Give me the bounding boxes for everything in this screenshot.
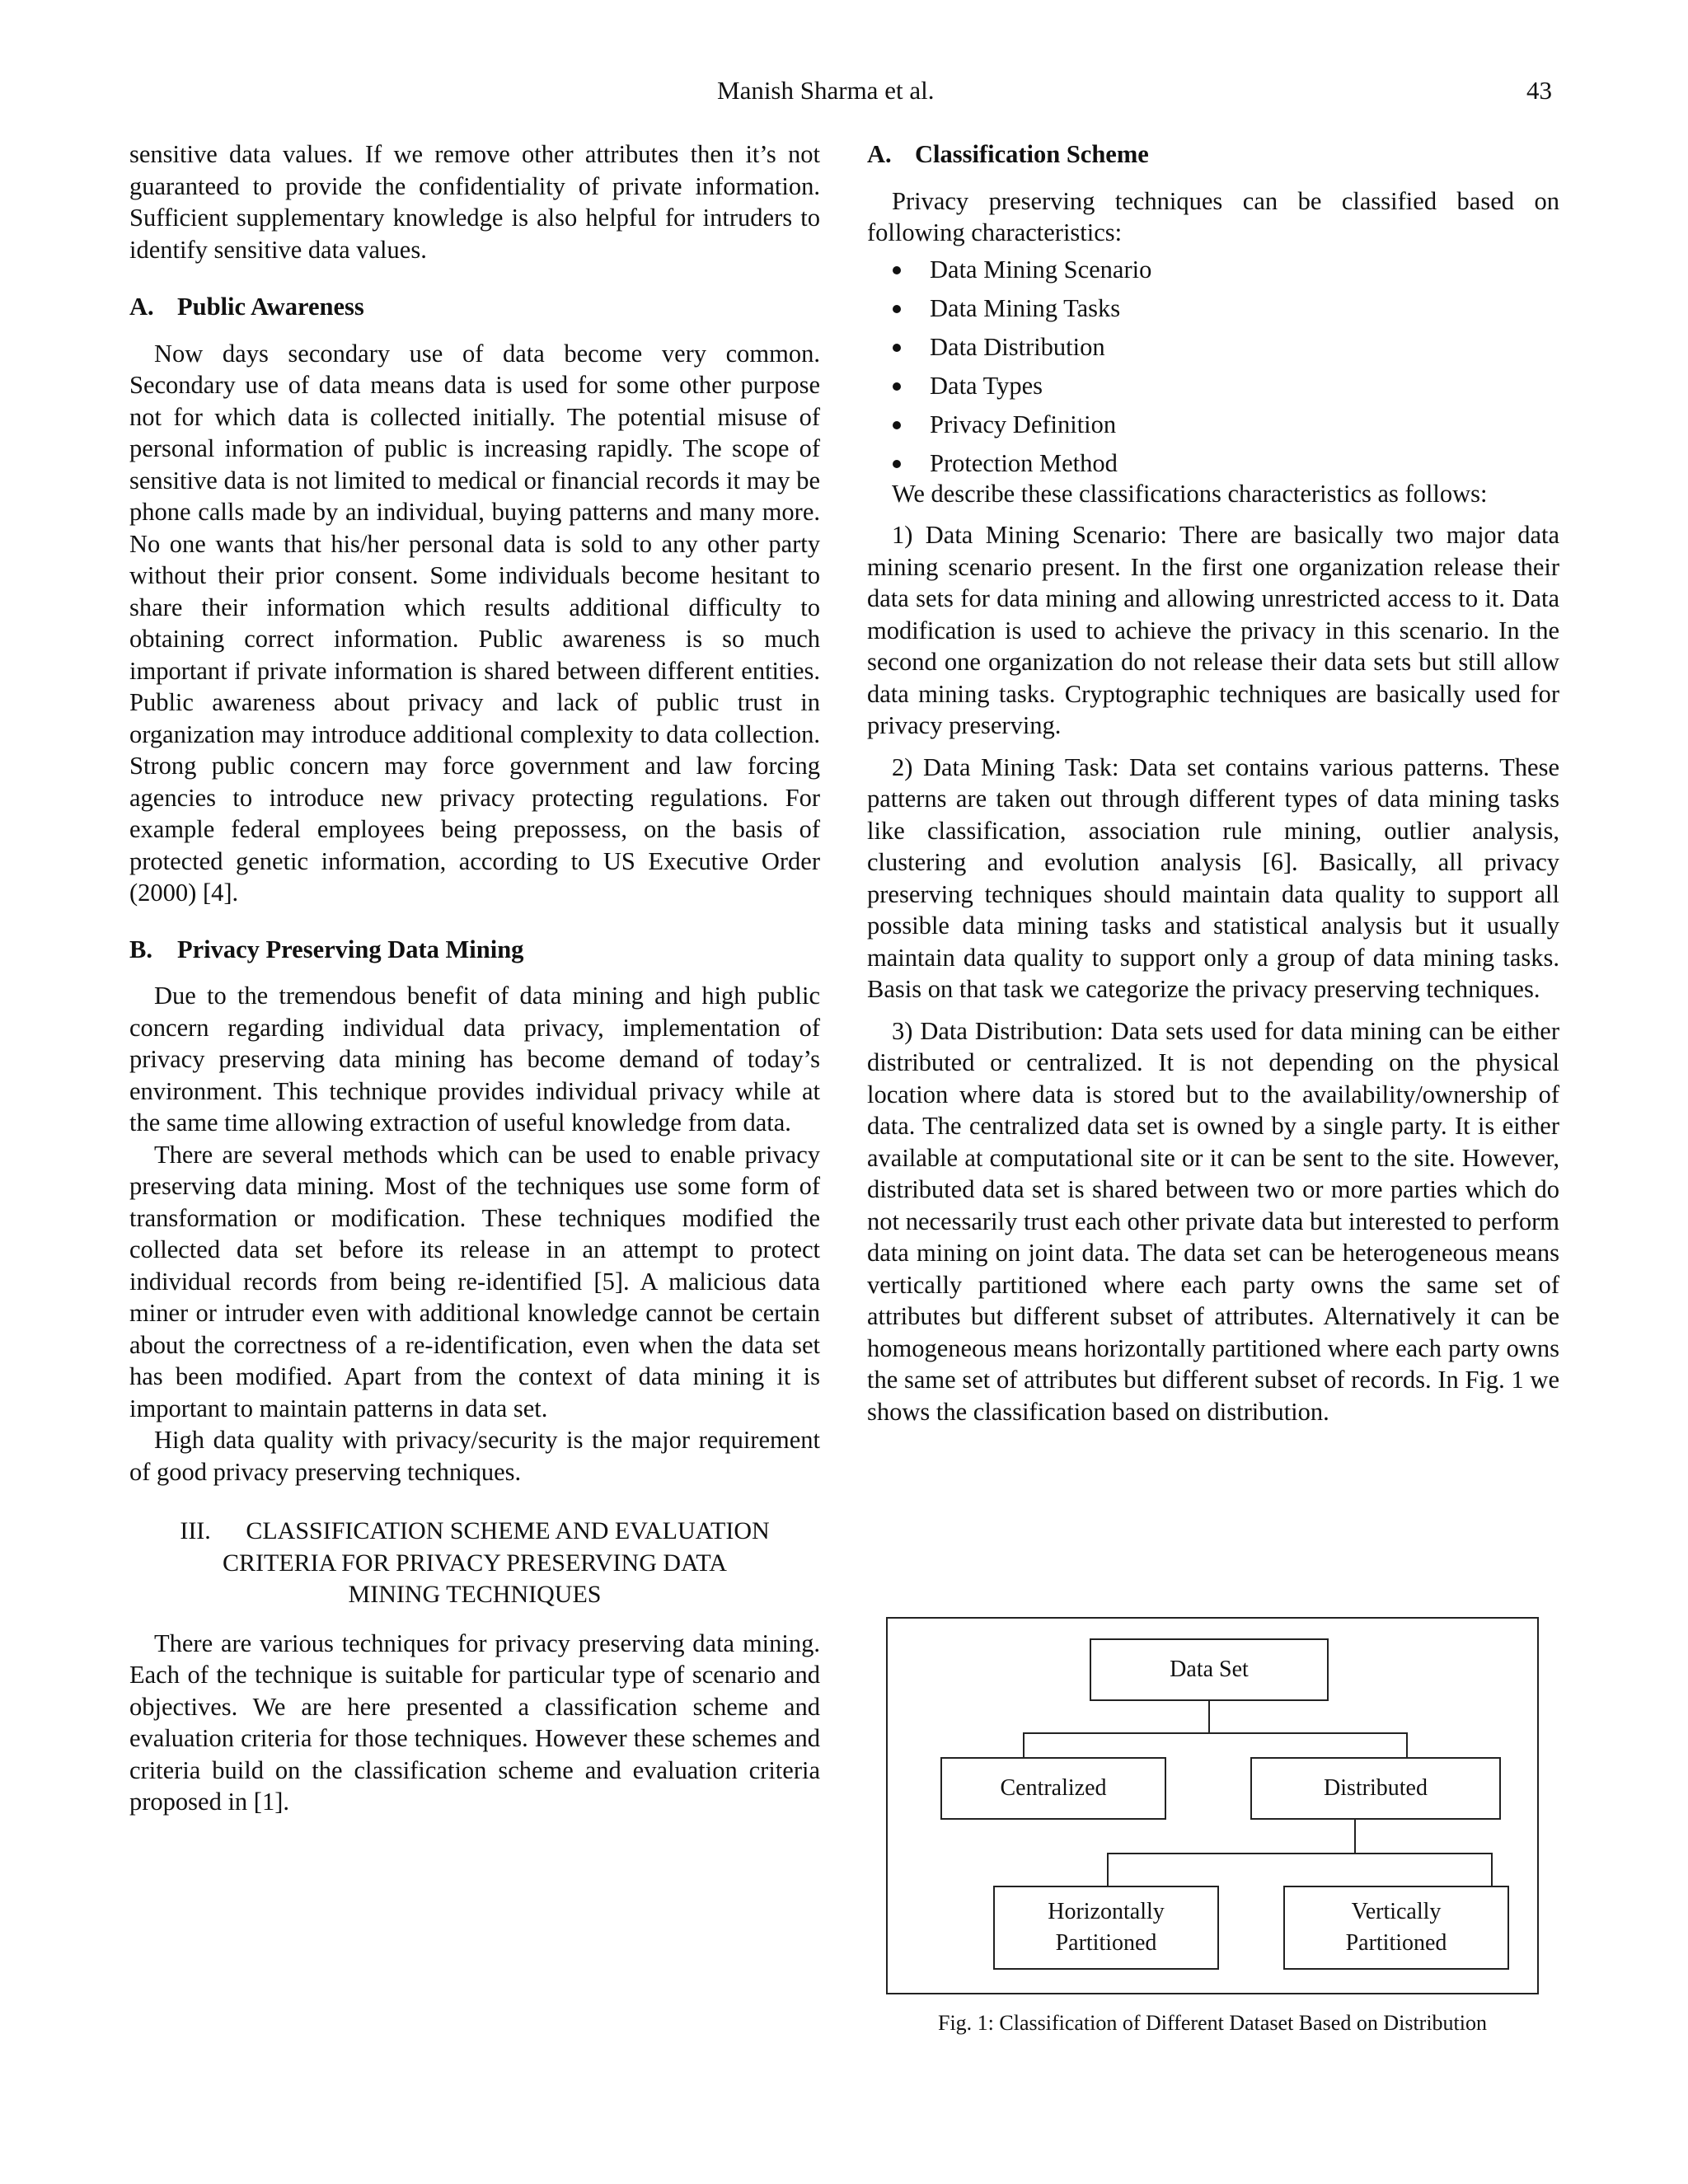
node-distributed: Distributed — [1250, 1757, 1501, 1820]
section-b-title: Privacy Preserving Data Mining — [177, 935, 524, 963]
connector-line — [1023, 1732, 1025, 1757]
node-horizontally-partitioned: Horizontally Partitioned — [993, 1886, 1219, 1970]
section-3-title-line-2: CRITERIA FOR PRIVACY PRESERVING DATA — [223, 1549, 727, 1577]
data-mining-scenario-paragraph: 1) Data Mining Scenario: There are basically two major data mining scenario present. In the first one organization release their data sets for data mining and allowing unrestricted access to it. Data modification is used to achieve the privacy in this scenario. In the second one organization do not release their data sets but still allow data mining tasks. Cryptographic techniques are basically used for privacy preserving. — [867, 521, 1559, 739]
node-centralized: Centralized — [940, 1757, 1166, 1820]
ppdm-paragraph-2: There are several methods which can be used to enable privacy preserving data mining. Most of the techniques use some form of transformation or modification. These techniques modified the collected data set before its release in an attempt to protect individual records from being re-identified [5]. A malicious data miner or intruder even with additional knowledge cannot be certain about the correctness of a re-identification, even when the data set has been modified. Apart from the context of data mining it is important to maintain patterns in data set. — [129, 1140, 820, 1422]
figure-caption: Fig. 1: Classification of Different Dataset Based on Distribution — [937, 2011, 1488, 2035]
section-3-title — [129, 1516, 820, 1611]
connector-line — [1406, 1732, 1408, 1757]
ppdm-paragraph-3: High data quality with privacy/security is the major requirement of good privacy preserving techniques. — [129, 1426, 820, 1486]
connector-line — [1491, 1853, 1493, 1886]
characteristics-list — [867, 251, 1559, 483]
classification-scheme-heading — [867, 138, 1559, 171]
section-b-heading — [129, 934, 820, 966]
section-b-label: B. — [129, 935, 152, 963]
list-item: Protection Method — [867, 444, 1559, 483]
classification-describe-line: We describe these classifications characteristics as follows: — [892, 479, 1488, 508]
connector-line — [1208, 1701, 1210, 1734]
list-item: Data Mining Scenario — [867, 251, 1559, 289]
page-number: 43 — [1526, 76, 1552, 105]
left-intro-paragraph: sensitive data values. If we remove other attributes then it’s not guaranteed to provide the confidentiality of private information. Sufficient supplementary knowledge is also helpful for intruders to identify sensitive data values. — [129, 140, 820, 264]
section-3-number: III. — [180, 1517, 211, 1544]
connector-line — [1354, 1820, 1356, 1854]
section-3-paragraph: There are various techniques for privacy preserving data mining. Each of the technique is suitable for particular type of scenario and objectives. We are here presented a classification scheme and evaluation criteria for those techniques. However these schemes and criteria build on the classification scheme and evaluation criteria proposed in [1]. — [129, 1629, 820, 1816]
node-vertically-partitioned: Vertically Partitioned — [1283, 1886, 1509, 1970]
bullet-icon — [893, 382, 901, 391]
bullet-icon — [893, 266, 901, 274]
page-header — [0, 76, 1688, 109]
list-item: Data Types — [867, 367, 1559, 405]
classification-intro: Privacy preserving techniques can be classified based on following characteristics: — [867, 186, 1559, 246]
list-item: Privacy Definition — [867, 405, 1559, 444]
connector-line — [1023, 1732, 1408, 1734]
node-data-set: Data Set — [1090, 1638, 1329, 1701]
classification-scheme-label: A. — [867, 140, 892, 168]
left-column — [129, 138, 820, 1818]
section-a-heading — [129, 291, 820, 323]
data-distribution-paragraph: 3) Data Distribution: Data sets used for data mining can be either distributed or centralized. It is not depending on the physical location where data is stored but to the availability/ownership of data. The centralized data set is owned by a single party. It is either available at computational site or it can be sent to the site. However, distributed data set is shared between two or more parties which do not necessarily trust each other private data but interested to perform data mining on joint data. The data set can be heterogeneous means vertically partitioned where each party owns the same set of attributes but different subset of attributes. Alternatively it can be homogeneous means horizontally partitioned where each party owns the same set of attributes but different subset of records. In Fig. 1 we shows the classification based on distribution. — [867, 1016, 1559, 1426]
public-awareness-paragraph: Now days secondary use of data become very common. Secondary use of data means data is used for some other purpose not for which data is collected initially. The potential misuse of personal information of public is increasing rapidly. The scope of sensitive data is not limited to medical or financial records it may be phone calls made by an individual, buying patterns and many more. No one wants that his/her personal data is sold to any other party without their prior consent. Some individuals become hesitant to share their information which results additional difficulty to obtaining correct information. Public awareness is so much important if private information is shared between different entities. Public awareness about privacy and lack of public trust in organization may introduce additional complexity to data collection. Strong public concern may force government and law forcing agencies to introduce new privacy protecting regulations. For example federal employees being prepossess, on the basis of protected genetic information, according to US Executive Order (2000) [4]. — [129, 339, 820, 907]
section-3-title-line-1: CLASSIFICATION SCHEME AND EVALUATION — [246, 1517, 770, 1544]
figure-1-diagram — [886, 1617, 1539, 1994]
list-item: Data Distribution — [867, 328, 1559, 367]
section-3-title-line-3: MINING TECHNIQUES — [348, 1581, 602, 1608]
bullet-icon — [893, 460, 901, 468]
data-mining-task-paragraph: 2) Data Mining Task: Data set contains various patterns. These patterns are taken out through different types of data mining tasks like classification, association rule mining, outlier analysis, clustering and evolution analysis [6]. Basically, all privacy preserving techniques should maintain data quality to support all possible data mining tasks and statistical analysis but it usually maintain data quality to support only a group of data mining tasks. Basis on that task we categorize the privacy preserving techniques. — [867, 752, 1559, 1003]
list-item: Data Mining Tasks — [867, 289, 1559, 328]
connector-line — [1107, 1853, 1109, 1886]
connector-line — [1107, 1853, 1493, 1854]
bullet-icon — [893, 305, 901, 313]
ppdm-paragraph-1: Due to the tremendous benefit of data mining and high public concern regarding individual data privacy, implementation of privacy preserving data mining has become demand of today’s environment. This technique provides individual privacy while at the same time allowing extraction of useful knowledge from data. — [129, 982, 820, 1137]
section-a-title: Public Awareness — [177, 293, 364, 321]
right-column — [867, 138, 1559, 1427]
section-a-label: A. — [129, 293, 154, 321]
bullet-icon — [893, 421, 901, 429]
running-head-author: Manish Sharma et al. — [717, 76, 935, 105]
classification-scheme-title: Classification Scheme — [915, 140, 1149, 168]
bullet-icon — [893, 344, 901, 352]
